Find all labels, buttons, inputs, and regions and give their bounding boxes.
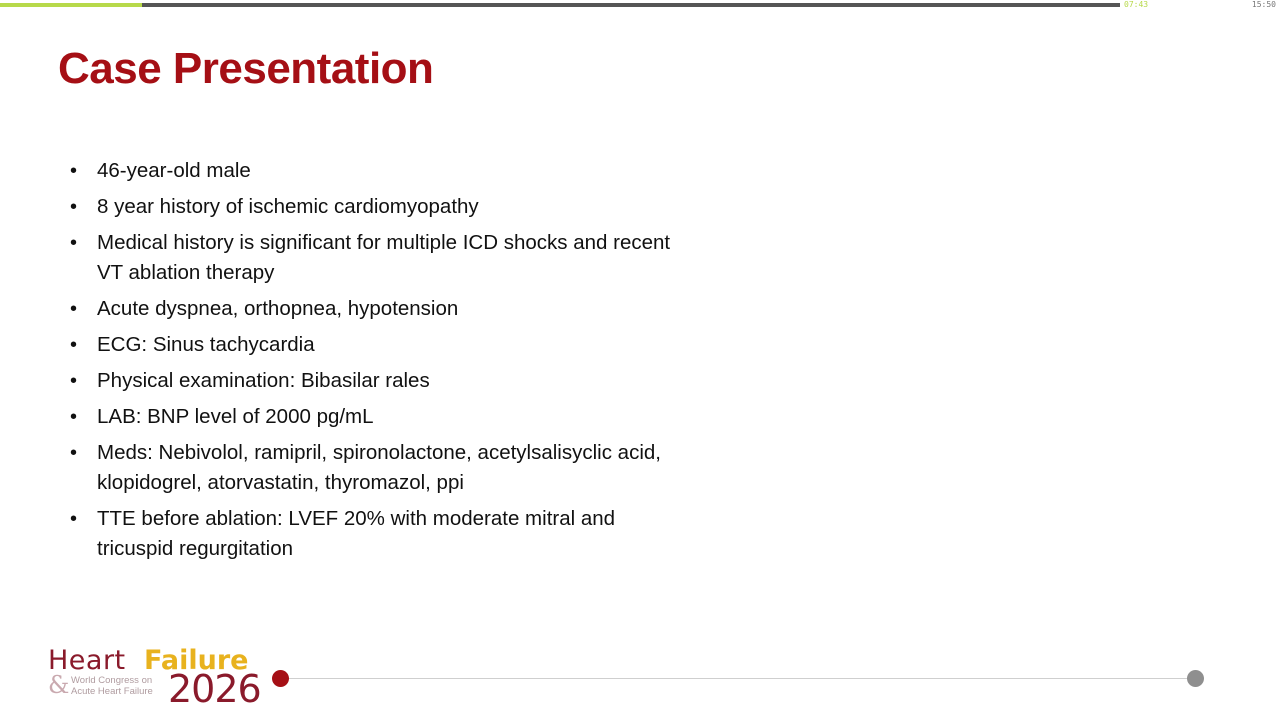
footer-divider-line — [281, 678, 1196, 679]
bullet-item: • Physical examination: Bibasilar rales — [70, 366, 690, 396]
total-time: 15:50 — [1251, 0, 1276, 9]
bullet-item: • 46-year-old male — [70, 156, 690, 186]
logo-year: 2026 — [168, 667, 261, 711]
bullet-item: • TTE before ablation: LVEF 20% with moderate mitral and tricuspid regurgitation — [70, 504, 690, 564]
footer-start-dot — [272, 670, 289, 687]
footer-end-dot — [1187, 670, 1204, 687]
bullet-item: • Acute dyspnea, orthopnea, hypotension — [70, 294, 690, 324]
bullet-item: • LAB: BNP level of 2000 pg/mL — [70, 402, 690, 432]
logo-ampersand: & — [48, 671, 70, 699]
progress-played-fill — [0, 3, 142, 7]
slide-title: Case Presentation — [58, 44, 434, 93]
logo-subtitle-line1: World Congress on — [71, 675, 153, 686]
heart-failure-2026-logo — [48, 645, 278, 711]
logo-word-heart: Heart — [48, 645, 126, 676]
bullet-item: • Meds: Nebivolol, ramipril, spironolactone, acetylsalisyclic acid, klopidogrel, atorvastatin, thyromazol, ppi — [70, 438, 690, 498]
bullet-item: • 8 year history of ischemic cardiomyopathy — [70, 192, 690, 222]
logo-word-failure: Failure — [144, 645, 249, 676]
bullet-list — [70, 156, 690, 570]
progress-track[interactable] — [0, 3, 1120, 7]
elapsed-time: 07:43 — [1124, 0, 1149, 9]
logo-subtitle-line2: Acute Heart Failure — [71, 686, 153, 697]
bullet-item: • ECG: Sinus tachycardia — [70, 330, 690, 360]
video-progress-bar[interactable] — [0, 0, 1280, 9]
bullet-item: • Medical history is significant for multiple ICD shocks and recent VT ablation therapy — [70, 228, 690, 288]
